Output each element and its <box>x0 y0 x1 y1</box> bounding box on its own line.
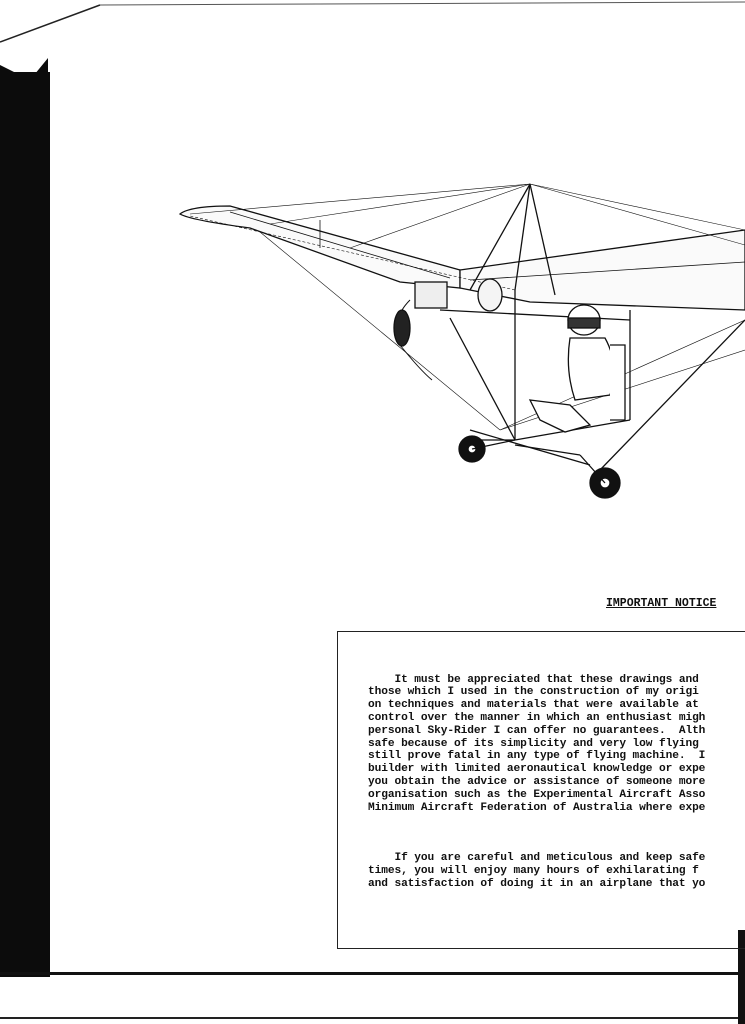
notice-box <box>337 631 745 949</box>
bottom-border-line <box>0 972 745 975</box>
notice-heading: IMPORTANT NOTICE <box>606 597 717 610</box>
ultralight-aircraft-illustration <box>170 170 745 510</box>
notice-paragraph-2: If you are careful and meticulous and keep safe times, you will enjoy many hours of exhilarating f and satisfaction of doing it in an airplane that yo <box>368 851 706 890</box>
bottom-edge-line <box>0 1017 745 1019</box>
notice-body <box>368 648 745 916</box>
corner-fold-lines <box>0 0 745 80</box>
notice-paragraph-1: It must be appreciated that these drawings and those which I used in the construction of my origi on techniques and materials that were available at control over the manner in which an enthusiast migh personal Sky-Rider I can offer no guarantees. Alth safe because of its simplicity and very low flying still prove fatal in any type of flying machine. I builder with limited aeronautical knowledge or expe you obtain the advice or assistance of someone more organisation such as the Experimental Aircraft Asso Minimum Aircraft Federation of Australia where expe <box>368 673 706 814</box>
scan-edge-shadow <box>0 72 50 977</box>
